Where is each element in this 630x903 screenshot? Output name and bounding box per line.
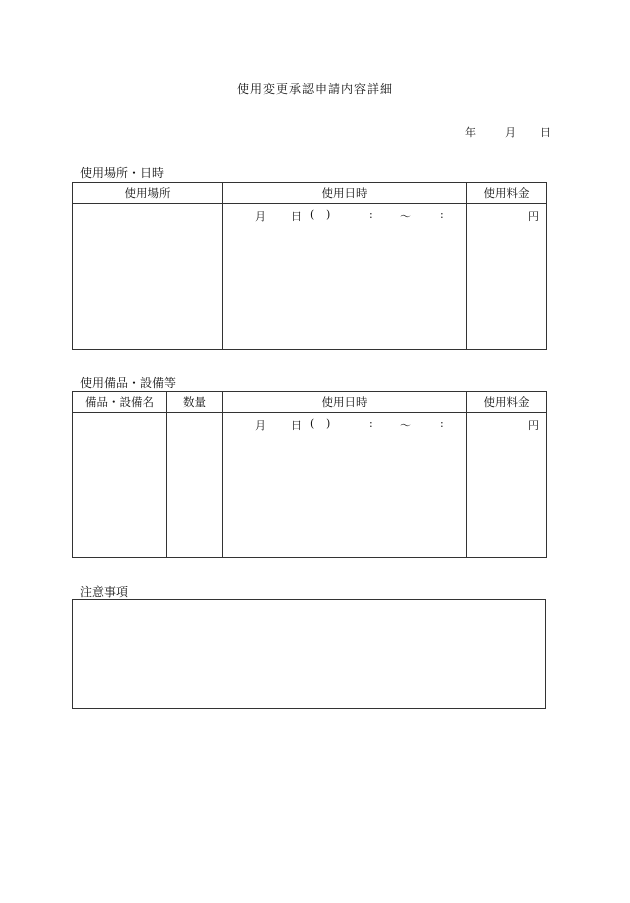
day-label: 日 [291, 419, 302, 432]
header-fee: 使用料金 [467, 392, 547, 413]
table-header-row [73, 392, 547, 413]
fee-cell[interactable] [467, 413, 547, 558]
start-time-colon: : [369, 417, 373, 430]
table-header-row [73, 183, 547, 204]
equipment-table [72, 391, 547, 558]
datetime-cell[interactable] [223, 413, 467, 558]
usage-place-table [72, 182, 547, 350]
header-quantity: 数量 [167, 392, 223, 413]
header-fee: 使用料金 [467, 183, 547, 204]
section-usage-place-label: 使用場所・日時 [80, 166, 165, 180]
date-day: 日 [540, 126, 551, 139]
datetime-cell[interactable] [223, 204, 467, 350]
close-paren: ) [326, 208, 331, 221]
tilde-separator: 〜 [400, 210, 411, 223]
start-time-colon: : [369, 208, 373, 221]
month-label: 月 [255, 419, 266, 432]
header-datetime: 使用日時 [223, 183, 467, 204]
fee-cell[interactable] [467, 204, 547, 350]
equipment-name-cell[interactable] [73, 413, 167, 558]
close-paren: ) [326, 417, 331, 430]
quantity-cell[interactable] [167, 413, 223, 558]
end-time-colon: : [440, 208, 444, 221]
header-equipment-name: 備品・設備名 [73, 392, 167, 413]
section-notes-label: 注意事項 [80, 585, 129, 599]
document-title: 使用変更承認申請内容詳細 [236, 82, 393, 96]
section-equipment-label: 使用備品・設備等 [80, 376, 177, 390]
header-place: 使用場所 [73, 183, 223, 204]
table-row [73, 413, 547, 558]
table-row [73, 204, 547, 350]
open-paren: ( [310, 417, 315, 430]
tilde-separator: 〜 [400, 419, 411, 432]
yen-label: 円 [528, 419, 539, 432]
open-paren: ( [310, 208, 315, 221]
month-label: 月 [255, 210, 266, 223]
notes-box[interactable] [72, 599, 546, 709]
header-datetime: 使用日時 [223, 392, 467, 413]
day-label: 日 [291, 210, 302, 223]
end-time-colon: : [440, 417, 444, 430]
date-month: 月 [505, 126, 516, 139]
date-year: 年 [465, 126, 476, 139]
place-cell[interactable] [73, 204, 223, 350]
yen-label: 円 [528, 210, 539, 223]
